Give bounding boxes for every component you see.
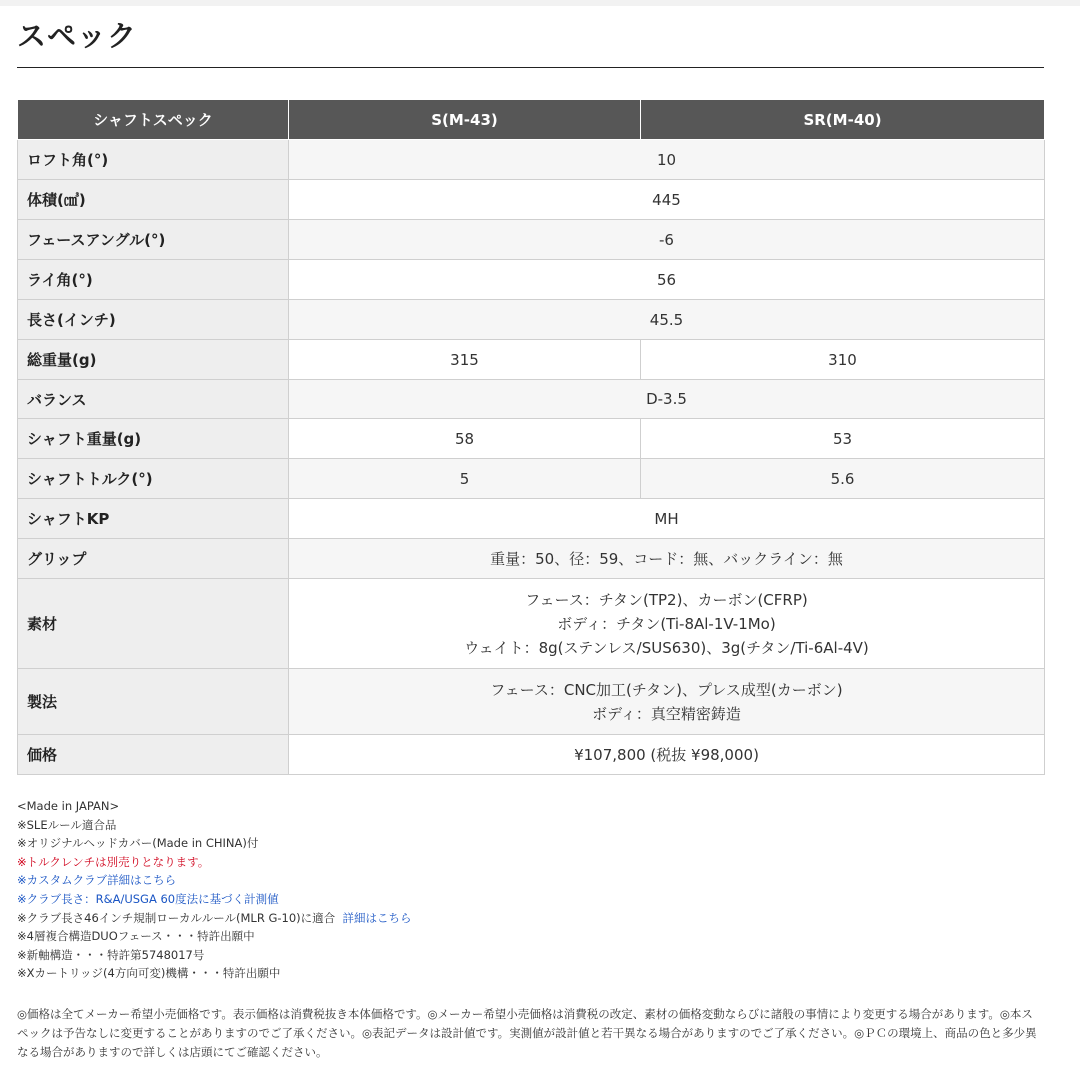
- club-length-link[interactable]: ※クラブ長さ：R&A/USGA 60度法に基づく計測値: [17, 891, 279, 906]
- table-row: [18, 340, 1045, 380]
- row-label: 製法: [18, 669, 289, 735]
- row-value: MH: [289, 499, 1045, 539]
- table-row: [18, 180, 1045, 220]
- header-sr: SR(M-40): [641, 100, 1045, 140]
- table-row: [18, 220, 1045, 260]
- row-value: 10: [289, 140, 1045, 180]
- table-row: [18, 260, 1045, 300]
- note-made-in: <Made in JAPAN>: [17, 799, 120, 813]
- row-label: シャフト重量(g): [18, 419, 289, 459]
- manufacturing-line: ボディ：真空精密鋳造: [592, 704, 741, 723]
- row-value: 45.5: [289, 300, 1045, 340]
- note-local-rule: [17, 909, 411, 928]
- row-label: フェースアングル(°): [18, 220, 289, 260]
- manufacturing-line: フェース：CNC加工(チタン)、プレス成型(カーボン): [490, 680, 843, 699]
- spec-table-header: [18, 100, 1045, 140]
- row-label: グリップ: [18, 539, 289, 579]
- spec-section: [17, 6, 1044, 1059]
- table-row: [18, 539, 1045, 579]
- notes-list: [17, 797, 411, 983]
- row-value: -6: [289, 220, 1045, 260]
- material-line: フェース：チタン(TP2)、カーボン(CFRP): [525, 590, 808, 609]
- page-title: スペック: [17, 18, 1044, 68]
- table-row: [18, 669, 1045, 735]
- row-value: [289, 579, 1045, 669]
- row-label: 総重量(g): [18, 340, 289, 380]
- row-value-sr: 310: [641, 340, 1045, 380]
- price-value: ¥107,800 (税抜 ¥98,000): [289, 735, 1045, 775]
- table-row: [18, 300, 1045, 340]
- note-headcover: ※オリジナルヘッドカバー(Made in CHINA)付: [17, 836, 259, 851]
- note-sle: ※SLEルール適合品: [17, 817, 117, 832]
- header-s: S(M-43): [289, 100, 641, 140]
- row-value-s: 5: [289, 459, 641, 499]
- table-row: [18, 579, 1045, 669]
- row-label: 長さ(インチ): [18, 300, 289, 340]
- custom-club-link[interactable]: ※カスタムクラブ詳細はこちら: [17, 873, 177, 888]
- material-line: ボディ：チタン(Ti-8Al-1V-1Mo): [557, 614, 776, 633]
- spec-table: [17, 99, 1045, 775]
- row-value: 445: [289, 180, 1045, 220]
- row-label: 素材: [18, 579, 289, 669]
- table-row: [18, 140, 1045, 180]
- note-duo: ※4層複合構造DUOフェース・・・特許出願中: [17, 929, 255, 944]
- header-shaft-spec: シャフトスペック: [18, 100, 289, 140]
- table-row: [18, 419, 1045, 459]
- row-label: ロフト角(°): [18, 140, 289, 180]
- row-value: D-3.5: [289, 380, 1045, 419]
- note-cartridge: ※Xカートリッジ(4方向可変)機構・・・特許出願中: [17, 966, 281, 981]
- row-value: 56: [289, 260, 1045, 300]
- row-label: バランス: [18, 380, 289, 419]
- row-value: [289, 669, 1045, 735]
- row-value-sr: 5.6: [641, 459, 1045, 499]
- row-value-s: 315: [289, 340, 641, 380]
- row-value: 重量：50、径：59、コード：無、バックライン：無: [289, 539, 1045, 579]
- row-label: シャフトトルク(°): [18, 459, 289, 499]
- table-row: [18, 735, 1045, 775]
- row-label: シャフトKP: [18, 499, 289, 539]
- row-label: 体積(㎤): [18, 180, 289, 220]
- row-value-sr: 53: [641, 419, 1045, 459]
- row-value-s: 58: [289, 419, 641, 459]
- note-shaft-structure: ※新軸構造・・・特許第5748017号: [17, 947, 205, 962]
- material-line: ウェイト：8g(ステンレス/SUS630)、3g(チタン/Ti-6Al-4V): [464, 638, 869, 657]
- row-label: 価格: [18, 735, 289, 775]
- note-local-rule-text: ※クラブ長さ46インチ規制ローカルルール(MLR G-10)に適合: [17, 910, 336, 925]
- row-label: ライ角(°): [18, 260, 289, 300]
- local-rule-details-link[interactable]: 詳細はこちら: [342, 910, 412, 925]
- table-row: [18, 459, 1045, 499]
- table-row: [18, 380, 1045, 419]
- disclaimer: ◎価格は全てメーカー希望小売価格です。表示価格は消費税抜き本体価格です。◎メーカー希望小売価格は消費税の改定、素材の価格変動ならびに諸般の事情により変更する場合があります。◎本スペックは予告なしに変更することがありますのでご了承ください。◎表記データは設計値です。実測値が設計値と若干異なる場合がありますのでご了承ください。◎ＰＣの環境上、商品の色と多少異なる場合がありますので詳しくは店頭にてご確認ください。: [17, 1007, 1037, 1059]
- note-wrench: ※トルクレンチは別売りとなります。: [17, 854, 210, 869]
- table-row: [18, 499, 1045, 539]
